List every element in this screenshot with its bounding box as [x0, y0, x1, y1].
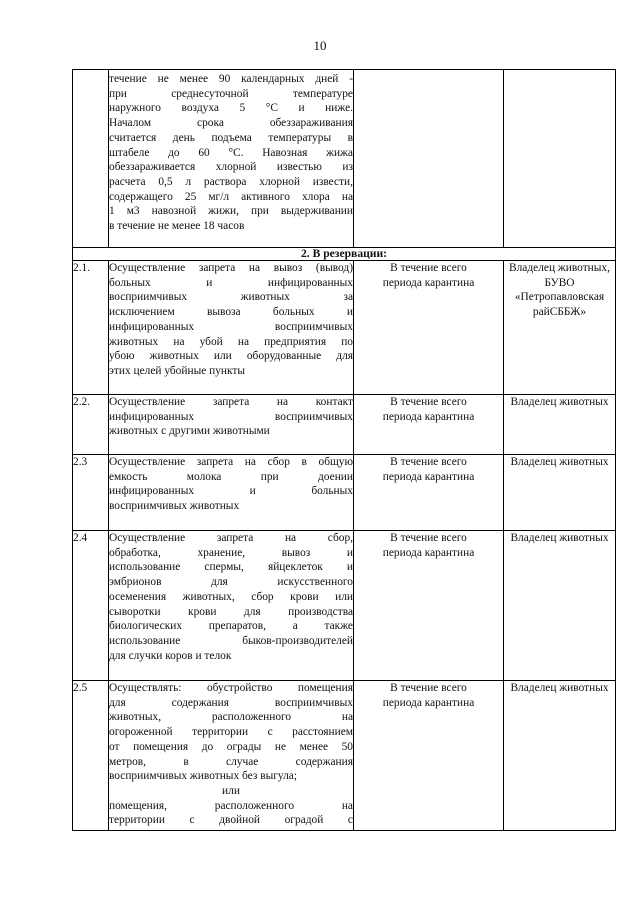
text-line: осеменения животных, сбор крови или [109, 590, 353, 603]
measure-text [109, 395, 354, 455]
term-line: В течение всего [390, 456, 467, 468]
measure-text [109, 681, 354, 831]
text-line: восприимчивых животных за [109, 291, 353, 304]
text-line: Осуществление запрета на сбор, [109, 532, 353, 544]
text-line: помещения, расположенного на [109, 799, 353, 812]
responsible-line: Владелец животных [510, 456, 609, 468]
text-line: восприимчивых животных без выгула; [109, 770, 297, 783]
measure-text [109, 261, 354, 395]
term-cell [354, 261, 504, 395]
text-line: территории с двойной оградой с [109, 814, 353, 827]
text-line: использование быков-производителей [109, 634, 353, 647]
term-line: периода карантина [382, 696, 475, 709]
term-line: периода карантина [382, 546, 475, 559]
term-line: периода карантина [382, 470, 475, 483]
text-line: обработка, хранение, вывоз и [109, 546, 353, 559]
text-line: биологических препаратов, а также [109, 620, 353, 633]
text-line: емкость молока при доении [109, 470, 353, 483]
text-line: убою животных или оборудованные для [109, 350, 353, 363]
term-line: В течение всего [390, 262, 467, 274]
table-row [73, 531, 616, 681]
responsible-cell [504, 395, 616, 455]
responsible-cell [504, 261, 616, 395]
continuation-text [109, 70, 354, 248]
text-line: или [222, 784, 240, 797]
text-line: Осуществление запрета на сбор в общую [109, 456, 353, 468]
text-line: от помещения до ограды не менее 50 [109, 740, 353, 753]
term-line: В течение всего [390, 396, 467, 408]
text-line: инфицированных восприимчивых [109, 410, 353, 423]
text-line: больных и инфицированных [109, 276, 353, 289]
text-line: течение не менее 90 календарных дней - [109, 73, 353, 85]
text-line: Осуществление запрета на контакт [109, 396, 353, 408]
term-cell [354, 395, 504, 455]
table-row [73, 681, 616, 831]
text-line: животных на убой на предприятия по [109, 335, 353, 348]
responsible-cell [504, 455, 616, 531]
responsible-cell [504, 681, 616, 831]
text-line: восприимчивых животных [109, 500, 240, 513]
term-cell [354, 531, 504, 681]
responsible-cell [504, 531, 616, 681]
responsible-line: БУВО [544, 276, 575, 289]
row-number: 2.1. [73, 261, 109, 395]
responsible-line: Владелец животных [510, 396, 609, 408]
text-line: Началом срока обеззараживания [109, 117, 353, 130]
text-line: использование спермы, яйцеклеток и [109, 561, 353, 574]
responsible-line: райСББЖ» [532, 306, 587, 319]
text-line: при среднесуточной температуре [109, 87, 353, 100]
text-line: эмбрионов для искусственного [109, 576, 353, 589]
text-line: инфицированных восприимчивых [109, 320, 353, 333]
measure-text [109, 531, 354, 681]
text-line: исключением вывоза больных и [109, 306, 353, 319]
row-number: 2.5 [73, 681, 109, 831]
text-line: наружного воздуха 5 °С и ниже. [109, 102, 353, 115]
text-line: содержащего 25 мг/л активного хлора на [109, 190, 353, 203]
text-line: считается день подъема температуры в [109, 131, 353, 144]
text-line: для содержания восприимчивых [109, 696, 353, 709]
text-line: расчета 0,5 л раствора хлорной извести, [109, 175, 353, 188]
text-line: в течение не менее 18 часов [109, 220, 245, 233]
term-cell [354, 681, 504, 831]
row-number: 2.4 [73, 531, 109, 681]
responsible-line: Владелец животных [510, 532, 609, 544]
text-line: огороженной территории с расстоянием [109, 726, 353, 739]
text-line: штабеле до 60 °С. Навозная жижа [109, 146, 353, 159]
term-line: периода карантина [382, 276, 475, 289]
term-line: периода карантина [382, 410, 475, 423]
responsible-line: «Петропавловская [514, 291, 605, 304]
measures-table [72, 69, 616, 831]
term-cell [354, 455, 504, 531]
table-row [73, 455, 616, 531]
row-number: 2.3 [73, 455, 109, 531]
section-title: 2. В резервации: [73, 248, 616, 261]
text-line: животных с другими животными [109, 425, 270, 438]
text-line: для случки коров и телок [109, 649, 232, 662]
measure-text [109, 455, 354, 531]
responsible-line: Владелец животных, [509, 262, 610, 274]
text-line: обеззараживается хлорной известью из [109, 161, 353, 174]
table-row [73, 261, 616, 395]
text-line: этих целей убойные пункты [109, 364, 246, 377]
continuation-row [73, 70, 616, 248]
text-line: инфицированных и больных [109, 485, 353, 498]
table-row [73, 395, 616, 455]
text-line: Осуществление запрета на вывоз (вывод) [109, 262, 353, 274]
term-line: В течение всего [390, 682, 467, 694]
page-number: 10 [313, 38, 327, 53]
responsible-line: Владелец животных [510, 682, 609, 694]
row-number: 2.2. [73, 395, 109, 455]
text-line: метров, в случае содержания [109, 755, 353, 768]
text-line: животных, расположенного на [109, 711, 353, 724]
text-line: сыворотки крови для производства [109, 605, 353, 618]
text-line: Осуществлять: обустройство помещения [109, 682, 353, 694]
term-line: В течение всего [390, 532, 467, 544]
text-line: 1 м3 навозной жижи, при выдерживании [109, 205, 353, 218]
section-row [73, 248, 616, 261]
